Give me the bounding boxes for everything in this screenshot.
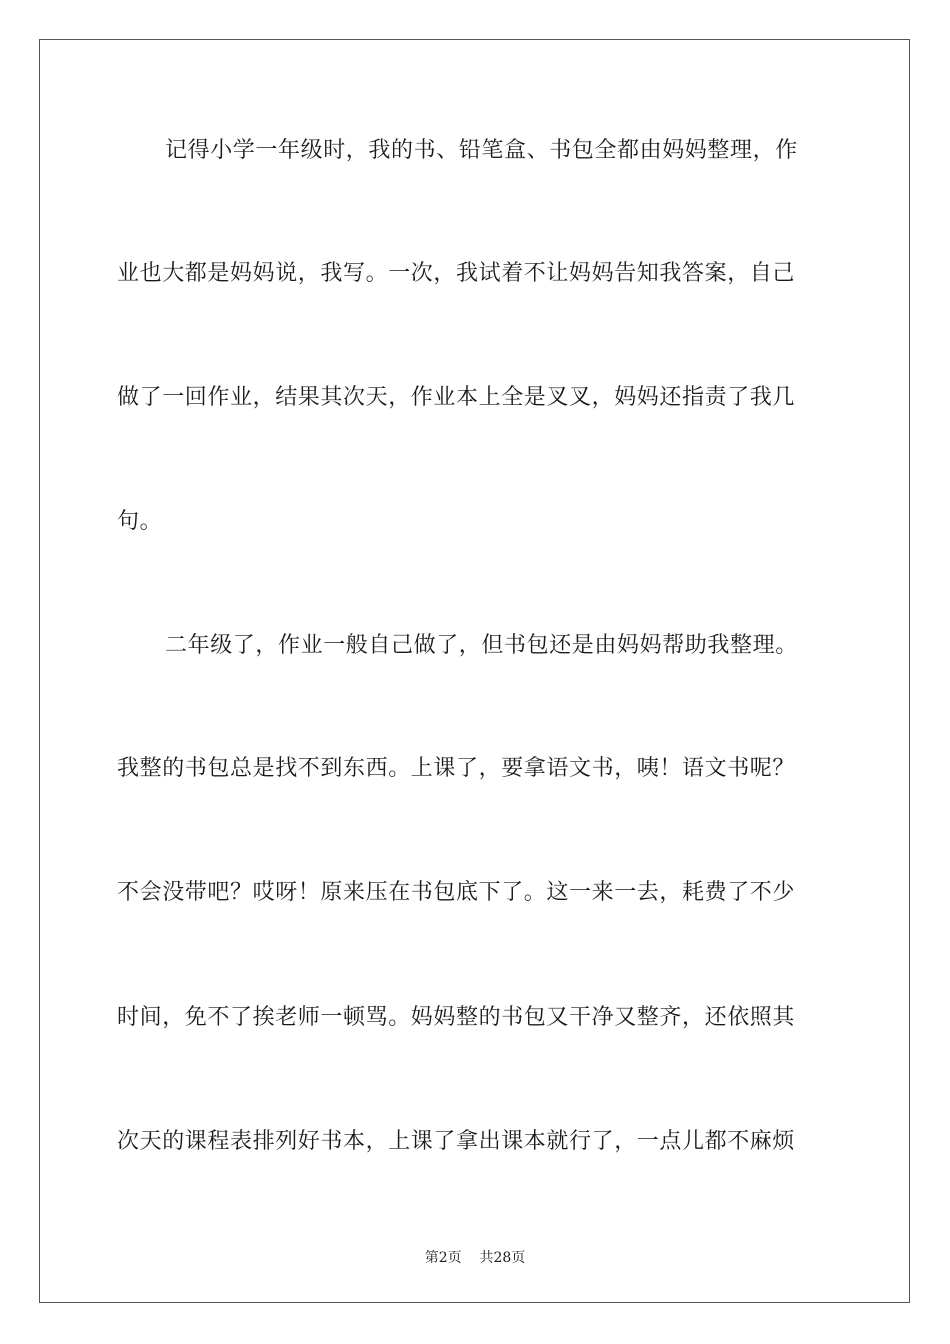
paragraph-2-line-3: 不会没带吧？哎呀！原来压在书包底下了。这一来一去，耗费了不少 <box>117 880 796 905</box>
paragraph-1-line-1: 记得小学一年级时，我的书、铅笔盒、书包全都由妈妈整理，作 <box>165 138 798 163</box>
page-total: 共28页 <box>479 1250 526 1266</box>
paragraph-2-line-5: 次天的课程表排列好书本，上课了拿出课本就行了，一点儿都不麻烦 <box>117 1129 796 1154</box>
page-frame <box>39 39 910 1303</box>
paragraph-2-line-1: 二年级了，作业一般自己做了，但书包还是由妈妈帮助我整理。 <box>165 633 798 658</box>
paragraph-1-line-3: 做了一回作业，结果其次天，作业本上全是叉叉，妈妈还指责了我几 <box>117 385 796 410</box>
page-footer <box>0 1248 950 1268</box>
paragraph-1-line-2: 业也大都是妈妈说，我写。一次，我试着不让妈妈告知我答案，自己 <box>117 261 796 286</box>
paragraph-2-line-4: 时间，免不了挨老师一顿骂。妈妈整的书包又干净又整齐，还依照其 <box>117 1005 796 1030</box>
page-number: 第2页 <box>424 1250 462 1266</box>
paragraph-1-line-4: 句。 <box>117 509 163 534</box>
paragraph-2-line-2: 我整的书包总是找不到东西。上课了，要拿语文书，咦！语文书呢？ <box>117 756 796 781</box>
